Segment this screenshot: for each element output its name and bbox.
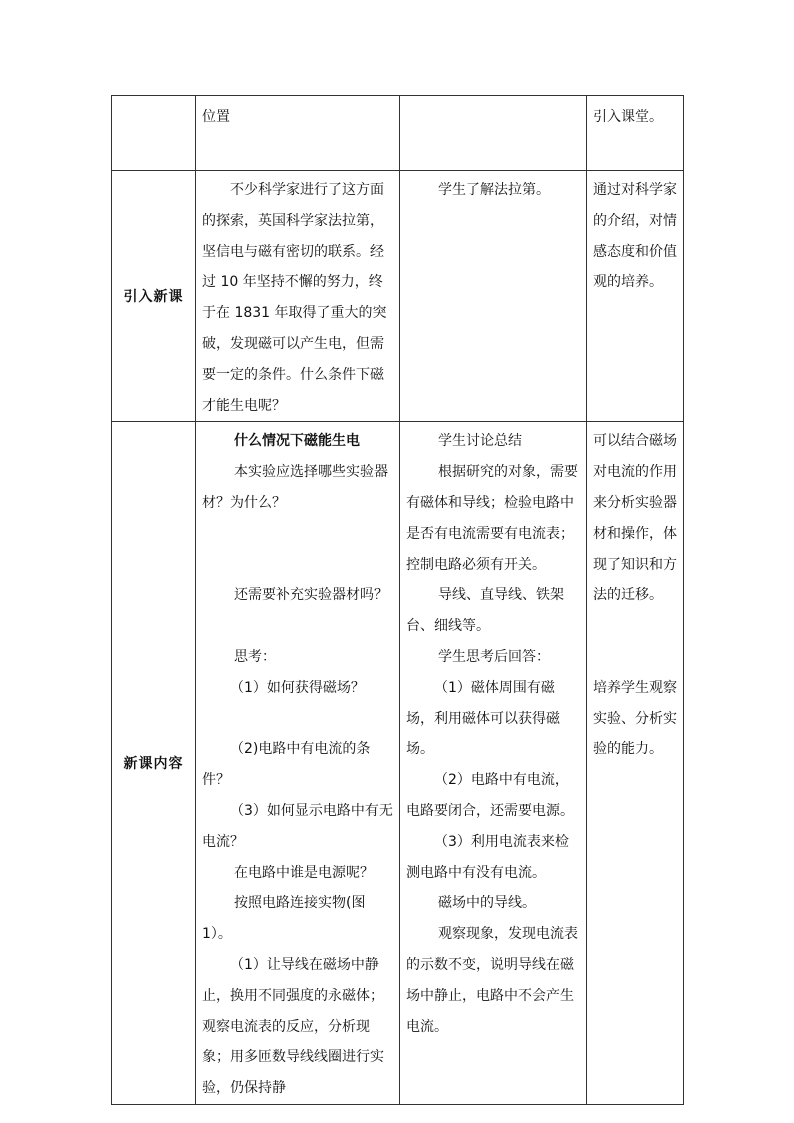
teacher-text: 位置 <box>202 109 230 125</box>
purpose-text: 培养学生观察实验、分析实验的能力。 <box>593 679 677 758</box>
teacher-activity-cell <box>196 422 400 1105</box>
student-text: 学生了解法拉第。 <box>438 182 550 198</box>
stage-cell <box>112 96 196 171</box>
student-activity-cell <box>400 96 587 171</box>
teacher-text: 本实验应选择哪些实验器材？为什么？ <box>202 464 388 511</box>
purpose-text: 引入课堂。 <box>593 109 663 125</box>
lesson-plan-table <box>111 95 684 1105</box>
teacher-activity-cell <box>196 96 400 171</box>
stage-label: 引入新课 <box>123 289 184 306</box>
design-purpose-cell <box>587 96 684 171</box>
section-heading: 什么情况下磁能生电 <box>234 433 360 450</box>
teacher-text: 思考： <box>234 648 276 665</box>
student-text: 学生思考后回答： <box>438 648 550 665</box>
student-text: （3）利用电流表来检测电路中有没有电流。 <box>406 833 569 881</box>
stage-cell <box>112 171 196 422</box>
table-row <box>112 171 684 422</box>
student-text: （1）磁体周围有磁场，利用磁体可以获得磁场。 <box>406 679 560 758</box>
table-row <box>112 422 684 1105</box>
student-text: 导线、直导线、铁架台、细线等。 <box>406 587 564 635</box>
student-text: 根据研究的对象，需要有磁体和导线；检验电路中是否有电流需要有电流表；控制电路必须有开关。 <box>406 464 578 573</box>
teacher-text: 在电路中谁是电源呢？ <box>234 864 374 881</box>
teacher-text: （2)电路中有电流的条件？ <box>202 741 371 789</box>
purpose-text: 可以结合磁场对电流的作用来分析实验器材和操作，体现了知识和方法的迁移。 <box>593 433 677 604</box>
purpose-text: 通过对科学家的介绍，对情感态度和价值观的培养。 <box>593 182 677 291</box>
teacher-activity-cell <box>196 171 400 422</box>
teacher-text: 还需要补充实验器材吗？ <box>234 587 388 604</box>
student-text: （2）电路中有电流，电路要闭合，还需要电源。 <box>406 772 574 819</box>
student-text: 观察现象，发现电流表的示数不变，说明导线在磁场中静止，电路中不会产生电流。 <box>406 926 578 1035</box>
teacher-text: 不少科学家进行了这方面的探索，英国科学家法拉第，坚信电与磁有密切的联系。经过 10 年坚持不懈的努力，终于在 1831 年取得了重大的突破，发现磁可以产生电，但需要一定的条件。什么条件下磁才能生电呢？ <box>202 182 387 414</box>
table-row <box>112 96 684 171</box>
teacher-text: （1）让导线在磁场中静止，换用不同强度的永磁体；观察电流表的反应，分析现象；用多匝数导线线圈进行实验，仍保持静 <box>202 956 384 1097</box>
stage-label: 新课内容 <box>123 756 184 773</box>
student-text: 学生讨论总结 <box>438 433 522 450</box>
student-text: 磁场中的导线。 <box>438 895 536 912</box>
stage-cell <box>112 422 196 1105</box>
teacher-text: （3）如何显示电路中有无电流？ <box>202 802 393 850</box>
design-purpose-cell <box>587 171 684 422</box>
design-purpose-cell <box>587 422 684 1105</box>
student-activity-cell <box>400 171 587 422</box>
teacher-text: 按照电路连接实物(图 1）。 <box>202 895 366 943</box>
teacher-text: （1）如何获得磁场？ <box>230 679 365 696</box>
student-activity-cell <box>400 422 587 1105</box>
